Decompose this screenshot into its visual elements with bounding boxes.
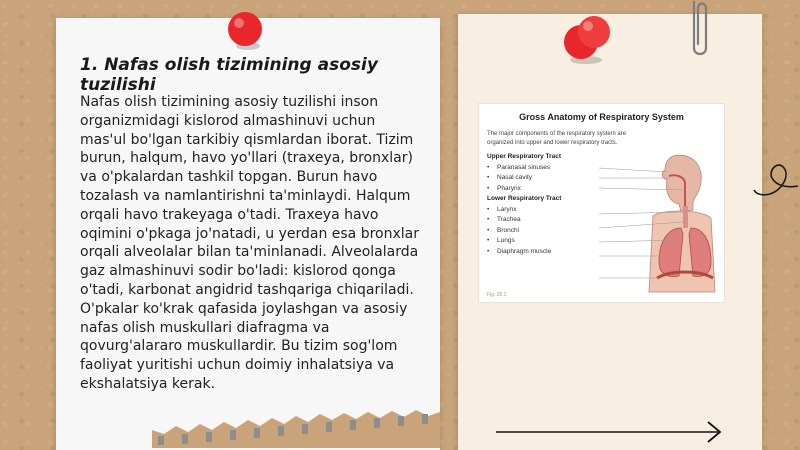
paper-clip-icon: [686, 0, 712, 62]
upper-tract-heading: Upper Respiratory Tract: [487, 153, 562, 160]
list-item: • Pharynx: [487, 184, 607, 195]
list-item: • Diaphragm muscle: [487, 247, 607, 258]
long-arrow-right-icon: [494, 418, 724, 446]
left-note-paper: [56, 18, 440, 450]
right-note-paper: [458, 14, 762, 450]
figure-caption: Fig. 25.1: [487, 292, 507, 298]
figure-label-list: [487, 152, 607, 257]
list-item: • Bronchi: [487, 226, 607, 237]
section-body-text: Nafas olish tizimining asosiy tuzilishi inson organizmidagi kislorod almashinuvi uchun mas'ul bo'lgan tarkibiy qismlardan iborat. Tizim burun, halqum, havo yo'llari (traxeya, bronxlar) va o'pkalardan tashkil topgan. Burun havo tozalash va namlantirishni ta'minlaydi. Halqum orqali havo trakeyaga o'tadi. Traxeya havo oqimini o'pkaga jo'natadi, u yerdan esa bronxlar orqali alveolalar bilan ta'minlanadi. Alveolalarda gaz almashinuvi sodir bo'ladi: kislorod qonga o'tadi, karbonat angidrid tashqariga chiqariladi. O'pkalar ko'krak qafasida joylashgan va asosiy nafas olish muskullari diafragma va qovurg'alararo muskullardir. Bu tizim sog'lom faoliyat yuritishi uchun doimiy inhalatsiya va ekshalatsiya kerak.: [80, 94, 419, 392]
push-pin-icon: [560, 14, 616, 66]
list-item: • Trachea: [487, 215, 607, 226]
anatomy-figure: [478, 103, 725, 303]
lower-tract-heading: Lower Respiratory Tract: [487, 195, 562, 202]
list-item: • Lungs: [487, 236, 607, 247]
figure-intro: The major components of the respiratory system are organized into upper and lower respiratory tracts.: [487, 131, 627, 146]
list-item: • Larynx: [487, 205, 607, 216]
section-title: 1. Nafas olish tizimining asosiy tuzilishi: [80, 55, 378, 95]
list-item: • Nasal cavity: [487, 173, 607, 184]
push-pin-icon: [226, 10, 266, 52]
list-item: • Paranasal sinuses: [487, 163, 607, 174]
loop-doodle-icon: [752, 150, 800, 206]
torn-paper-edge: [152, 410, 440, 448]
respiratory-anatomy-illustration: [599, 144, 719, 294]
figure-title: Gross Anatomy of Respiratory System: [519, 112, 684, 122]
